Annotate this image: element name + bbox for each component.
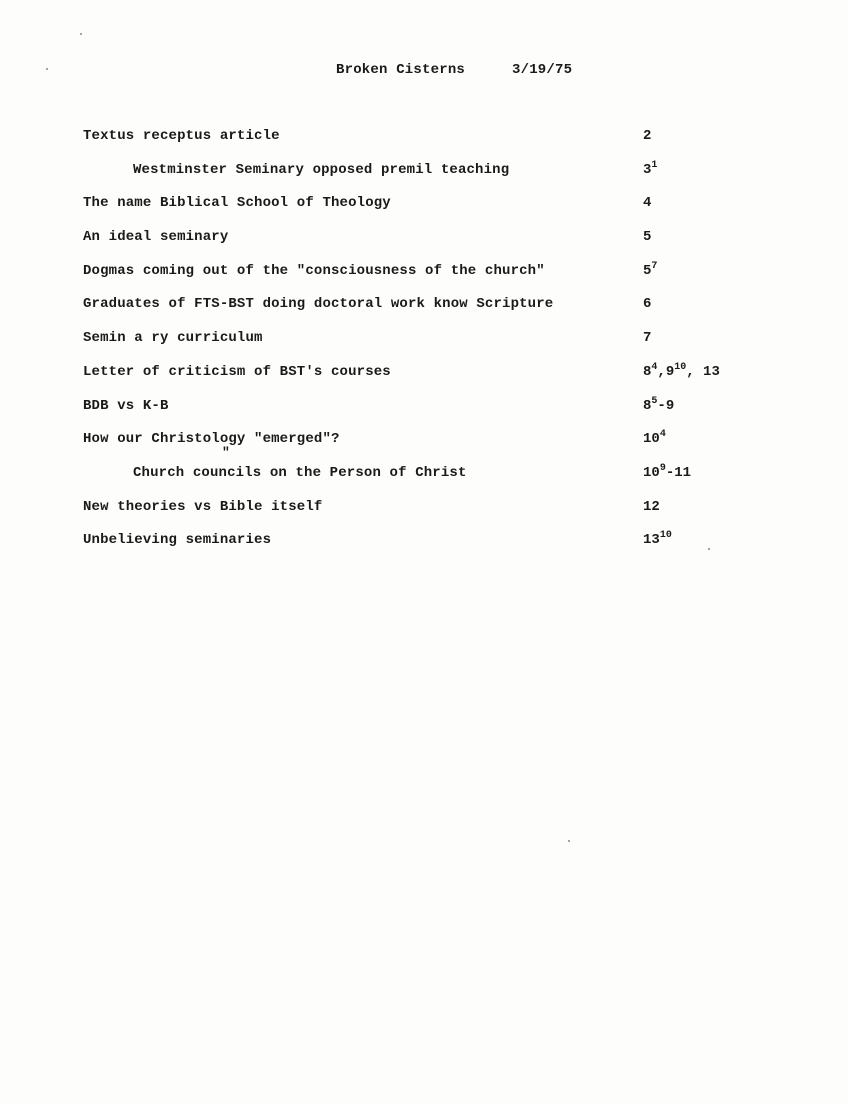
entry-topic: Semin a ry curriculum	[83, 330, 263, 347]
index-entry	[0, 296, 848, 330]
index-entry	[0, 532, 848, 566]
entry-page-ref: 5	[643, 229, 652, 246]
index-entry	[0, 195, 848, 229]
entry-page-ref: $10^9-11$	[643, 462, 692, 481]
index-entry	[0, 361, 848, 398]
entry-page-ref: 6	[643, 296, 652, 313]
entry-topic: Graduates of FTS-BST doing doctoral work know Scripture	[83, 296, 554, 313]
entry-page-ref: 7	[643, 330, 652, 347]
entry-topic: An ideal seminary	[83, 229, 229, 246]
index-entry	[0, 159, 848, 196]
index-entry	[0, 499, 848, 533]
entry-page-ref: $3^1$	[643, 159, 658, 178]
entry-page-ref: 4	[643, 195, 652, 212]
entry-topic: Unbelieving seminaries	[83, 532, 272, 549]
entry-topic: How our Christology "emerged"?	[83, 431, 340, 448]
ditto-mark: "	[222, 445, 230, 460]
topic-index-list	[0, 128, 848, 566]
entry-page-ref: $5^7$	[643, 260, 658, 279]
entry-topic: Westminster Seminary opposed premil teaching	[133, 161, 510, 178]
entry-topic: New theories vs Bible itself	[83, 498, 323, 515]
entry-topic: Textus receptus article	[83, 128, 280, 144]
document-title: Broken Cisterns	[336, 62, 466, 78]
entry-topic: The name Biblical School of Theology	[83, 195, 391, 212]
entry-page-ref: $13^{10}$	[643, 530, 672, 549]
entry-topic: Dogmas coming out of the "consciousness of the church"	[83, 262, 545, 279]
page-header	[0, 62, 848, 82]
index-entry	[0, 128, 848, 162]
paper-speck	[80, 33, 82, 35]
index-entry	[0, 395, 848, 432]
entry-topic: BDB vs K-B	[83, 397, 169, 414]
entry-page-ref: 12	[643, 498, 660, 515]
document-date: 3/19/75	[512, 62, 573, 78]
entry-topic: Letter of criticism of BST's courses	[83, 363, 391, 380]
index-entry	[0, 330, 848, 364]
entry-topic: Church councils on the Person of Christ	[133, 464, 467, 481]
entry-page-ref: $10^4$	[643, 429, 666, 448]
paper-speck	[708, 548, 710, 550]
entry-page-ref: $8^5-9$	[643, 395, 675, 414]
entry-page-ref: $8^4,9^{10}$, 13	[643, 361, 720, 380]
paper-speck	[46, 68, 48, 70]
index-entry	[0, 260, 848, 297]
paper-speck	[568, 840, 570, 842]
index-entry	[0, 229, 848, 263]
index-entry	[0, 462, 848, 499]
index-entry	[0, 431, 848, 465]
entry-page-ref: 2	[643, 128, 652, 144]
